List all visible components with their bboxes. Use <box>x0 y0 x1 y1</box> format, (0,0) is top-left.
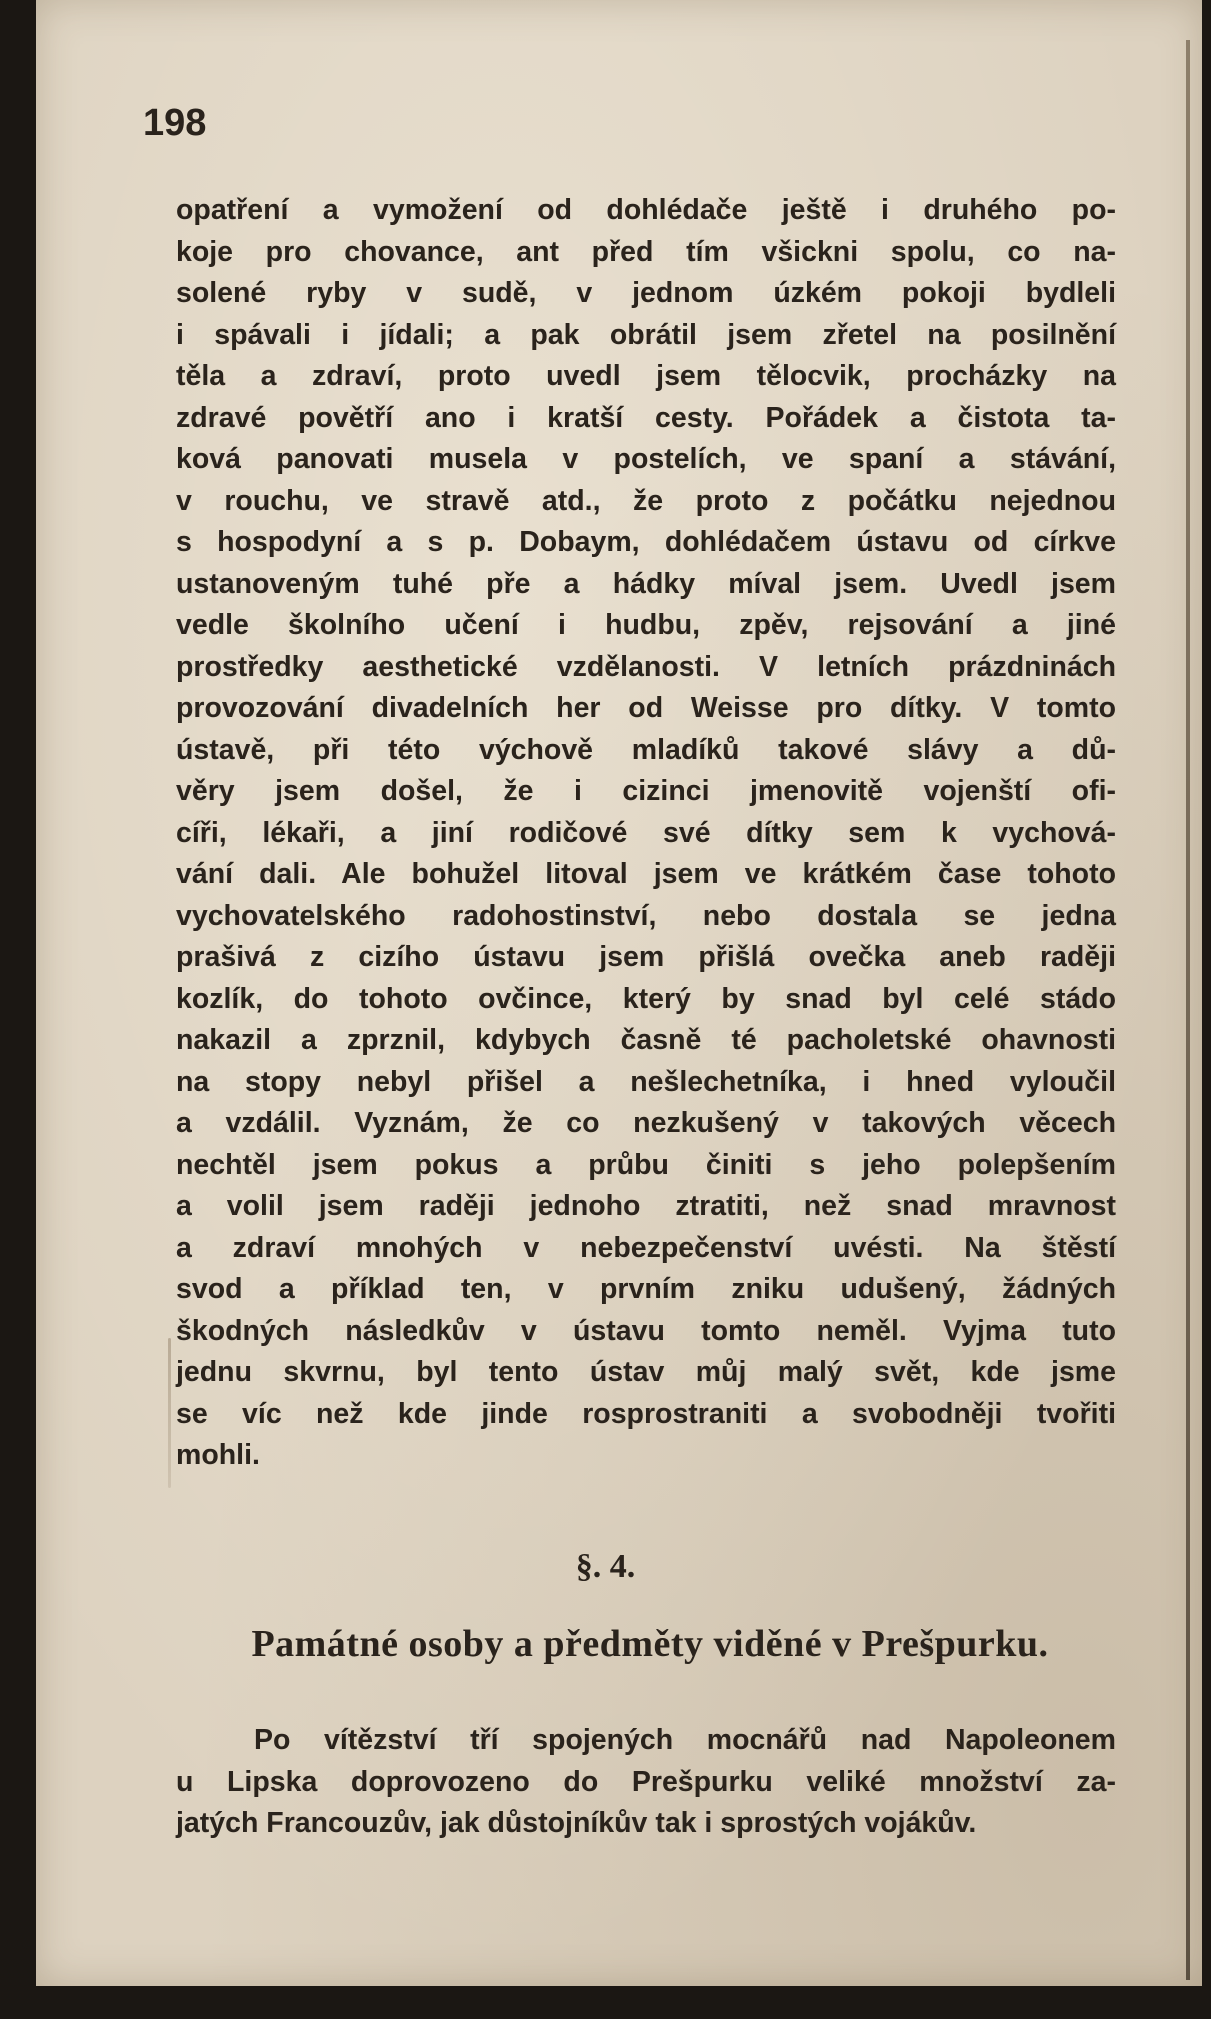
text-line: v rouchu, ve stravě atd., že proto z počátku nejednou <box>176 484 1116 517</box>
text-line: ústavě, při této výchově mladíků takové slávy a dů- <box>176 733 1116 766</box>
text-line: vání dali. Ale bohužel litoval jsem ve krátkém čase tohoto <box>176 858 1116 890</box>
text-line: opatření a vymožení od dohlédače ještě i druhého po- <box>176 194 1116 226</box>
page-number: 198 <box>143 102 207 144</box>
text-line: vychovatelského radohostinství, nebo dostala se jedna <box>176 899 1116 932</box>
text-line: věry jsem došel, že i cizinci jmenovitě vojenští ofi- <box>176 775 1116 807</box>
text-line: Po vítězství tří spojených mocnářů nad Napoleonem <box>254 1724 1116 1756</box>
text-line: nechtěl jsem pokus a průbu činiti s jeho polepšením <box>176 1148 1116 1181</box>
text-line: i spávali i jídali; a pak obrátil jsem zřetel na posilnění <box>176 318 1116 351</box>
text-line: zdravé povětří ano i kratší cesty. Pořádek a čistota ta- <box>176 401 1116 434</box>
margin-pencil-mark <box>168 1338 171 1488</box>
main-paragraph <box>176 190 1116 1477</box>
text-line: na stopy nebyl přišel a nešlechetníka, i hned vyloučil <box>176 1065 1116 1098</box>
text-line: se víc než kde jinde rosprostraniti a svobodněji tvořiti <box>176 1397 1116 1430</box>
text-line: solené ryby v sudě, v jednom úzkém pokoji bydleli <box>176 277 1116 309</box>
text-line: a vzdálil. Vyznám, že co nezkušený v takových věcech <box>176 1107 1116 1139</box>
text-line: prostředky aesthetické vzdělanosti. V letních prázdninách <box>176 650 1116 683</box>
text-line: nakazil a zprznil, kdybych časně té pacholetské ohavnosti <box>176 1024 1116 1056</box>
section-heading: Památné osoby a předměty viděné v Prešpurku. <box>251 1623 1049 1665</box>
text-line: s hospodyní a s p. Dobaym, dohlédačem ústavu od církve <box>176 526 1116 558</box>
text-line: svod a příklad ten, v prvním zniku udušený, žádných <box>176 1273 1116 1305</box>
text-line: jatých Francouzův, jak důstojníkův tak i sprostých vojákův. <box>176 1807 977 1839</box>
text-line: ustanoveným tuhé pře a hádky míval jsem. Uvedl jsem <box>176 567 1116 600</box>
section-number: §. 4. <box>575 1548 636 1585</box>
text-line: provozování divadelních her od Weisse pro dítky. V tomto <box>176 692 1116 724</box>
text-line: škodných následkův v ústavu tomto neměl. Vyjma tuto <box>176 1314 1116 1347</box>
text-line: vedle školního učení i hudbu, zpěv, rejsování a jiné <box>176 609 1116 641</box>
text-line: koje pro chovance, ant před tím všickni spolu, co na- <box>176 235 1116 268</box>
page-edge-shadow <box>1186 40 1190 1980</box>
text-line: a volil jsem raději jednoho ztratiti, než snad mravnost <box>176 1190 1116 1222</box>
text-line: cíři, lékaři, a jiní rodičové své dítky sem k vychová- <box>176 816 1116 849</box>
text-line: kozlík, do tohoto ovčince, který by snad byl celé stádo <box>176 982 1116 1015</box>
text-line: těla a zdraví, proto uvedl jsem tělocvik, procházky na <box>176 360 1116 392</box>
text-line: prašivá z cizího ústavu jsem přišlá ovečka aneb raději <box>176 941 1116 973</box>
text-line: mohli. <box>176 1439 260 1471</box>
text-line: ková panovati musela v postelích, ve spaní a stávání, <box>176 443 1116 475</box>
text-line: jednu skvrnu, byl tento ústav můj malý svět, kde jsme <box>176 1356 1116 1388</box>
text-line: a zdraví mnohých v nebezpečenství uvésti. Na štěstí <box>176 1231 1116 1264</box>
section-intro-paragraph <box>176 1720 1116 1845</box>
text-line: u Lipska doprovozeno do Prešpurku veliké množství za- <box>176 1765 1116 1798</box>
